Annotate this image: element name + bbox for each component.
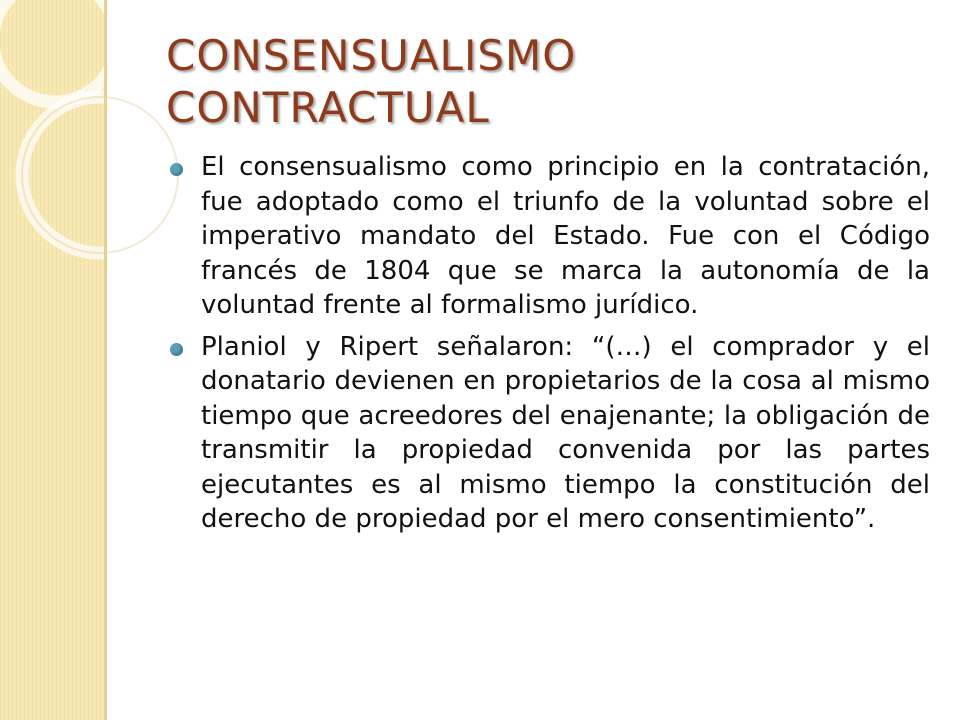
slide-title	[166, 30, 906, 134]
bullet-dot-icon	[170, 163, 183, 176]
title-line: CONTRACTUAL	[166, 83, 490, 132]
title-line: CONSENSUALISMO	[166, 31, 577, 80]
bullet-text: Planiol y Ripert señalaron: “(…) el comprador y el donatario devienen en propietarios de la cosa al mismo tiempo que acreedores del enajenante; la obligación de transmitir la propiedad convenida por las partes ejecutantes es al mismo tiempo la constitución del derecho de propiedad por el mero consentimiento”.	[201, 331, 930, 534]
bullet-text: El consensualismo como principio en la contratación, fue adoptado como el triunfo de la voluntad sobre el imperativo mandato del Estado. Fue con el Código francés de 1804 que se marca la autonomía de la voluntad frente al formalismo jurídico.	[201, 152, 930, 320]
bullet-list	[165, 150, 930, 544]
bullet-item	[165, 330, 930, 537]
bullet-dot-icon	[170, 343, 183, 356]
decorative-strip-edge	[104, 0, 107, 720]
bullet-item	[165, 150, 930, 323]
